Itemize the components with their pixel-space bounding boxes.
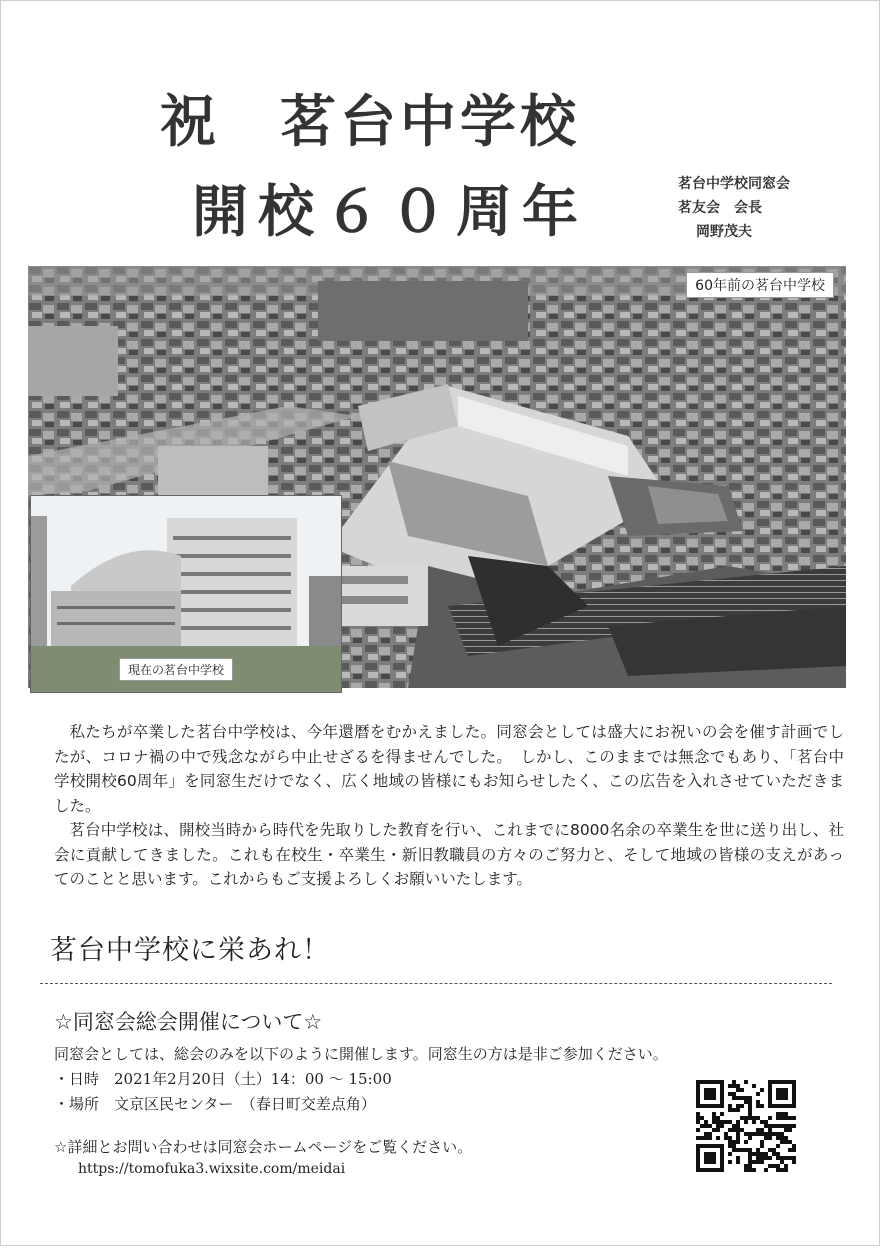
author-role: 茗友会 会長 bbox=[678, 200, 762, 216]
old-photo-caption: 60年前の茗台中学校 bbox=[686, 272, 834, 298]
dashed-divider bbox=[40, 983, 832, 984]
meeting-date: ・日時 2021年2月20日（土）14：00 〜 15:00 bbox=[54, 1070, 392, 1088]
author-org: 茗台中学校同窓会 bbox=[678, 176, 790, 192]
new-photo-caption: 現在の茗台中学校 bbox=[119, 658, 233, 681]
headline-anniversary: 開校６０周年 bbox=[192, 179, 588, 245]
meeting-details bbox=[54, 1042, 794, 1117]
qr-code-graphic bbox=[696, 1080, 796, 1172]
contact-block bbox=[54, 1136, 654, 1180]
cheer-slogan: 茗台中学校に栄あれ！ bbox=[50, 935, 330, 966]
author-block bbox=[678, 172, 858, 244]
current-school-photo bbox=[30, 495, 342, 693]
qr-code-icon[interactable] bbox=[696, 1080, 796, 1172]
meeting-place: ・場所 文京区民センター （春日町交差点角） bbox=[54, 1095, 376, 1113]
article-paragraph-2: 茗台中学校は、開校当時から時代を先取りした教育を行い、これまでに8000名余の卒業生を世に送り出し、社会に貢献してきました。これも在校生・卒業生・新旧教職員の方々のご努力と、そして地域の皆様の支えがあってのことと思います。これからもご支援よろしくお願いいたします。 bbox=[54, 821, 844, 888]
contact-note: ☆詳細とお問い合わせは同窓会ホームページをご覧ください。 bbox=[54, 1138, 473, 1156]
meeting-heading: ☆同窓会総会開催について☆ bbox=[54, 1010, 323, 1034]
meeting-intro: 同窓会としては、総会のみを以下のように開催します。同窓生の方は是非ご参加ください。 bbox=[54, 1045, 668, 1063]
article-paragraph-1: 私たちが卒業した茗台中学校は、今年還暦をむかえました。同窓会としては盛大にお祝いの会を催す計画でしたが、コロナ禍の中で残念ながら中止せざるを得ませんでした。 しかし、このままでは無念でもあり、「茗台中学校開校60周年」を同窓生だけでなく、広く地域の皆様にもお知らせしたく、この広告を入れさせていただきました。 bbox=[54, 723, 844, 815]
headline-congratulations: 祝 茗台中学校 bbox=[160, 89, 580, 155]
article-body bbox=[54, 720, 844, 892]
homepage-link[interactable]: https://tomofuka3.wixsite.com/meidai bbox=[78, 1161, 346, 1177]
author-name: 岡野茂夫 bbox=[696, 224, 752, 240]
